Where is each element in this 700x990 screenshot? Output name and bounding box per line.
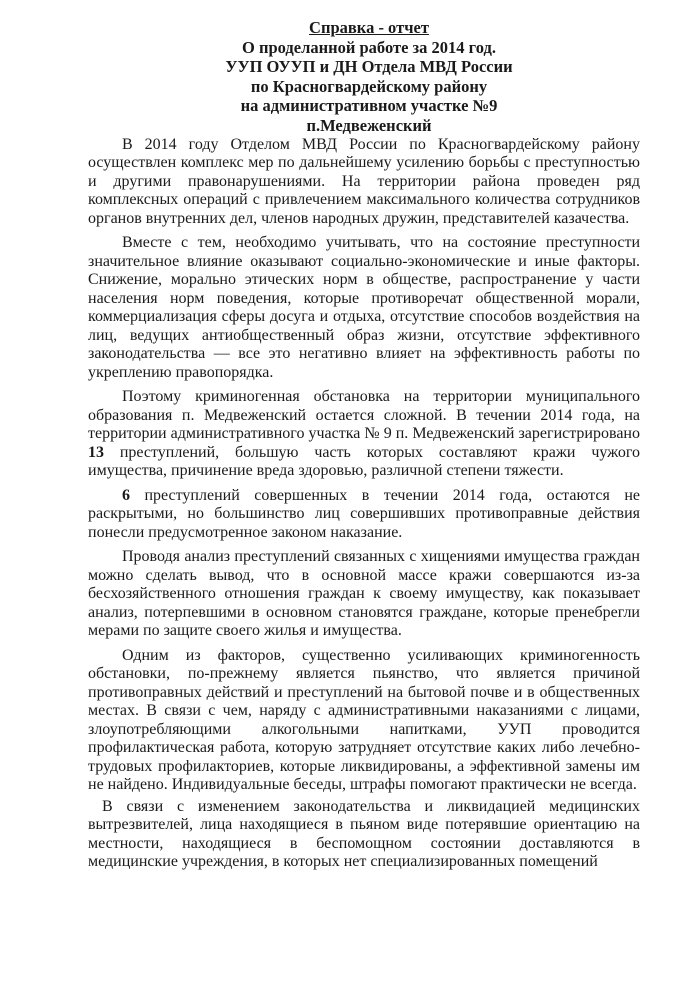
- paragraph-theft-analysis: Проводя анализ преступлений связанных с хищениями имущества граждан можно сделать вывод, что в основной массе кражи совершаются из-за бесхозяйственного отношения граждан к своему имуществу, как показывает анализ, потерпевшими в основном становятся граждане, которые пренебрегли мерами по защите своего жилья и имущества.: [88, 548, 640, 640]
- report-subtitle-settlement: п.Медвеженский: [306, 115, 432, 135]
- report-body: [88, 136, 640, 872]
- paragraph-alcohol: Одним из факторов, существенно усиливающих криминогенность обстановки, по-прежнему является пьянство, что является причиной противоправных действий и преступлений на бытовой почве и в общественных местах. В связи с чем, наряду с административными наказаниями с лицами, злоупотребляющими алкогольными напитками, УУП проводится профилактическая работа, которую затрудняет отсутствие каких либо лечебно-трудовых профилакториев, которые ликвидированы, а эффективной замены им не найдено. Индивидуальные беседы, штрафы помогают практически не всегда.: [88, 646, 640, 794]
- paragraph-unsolved: [88, 487, 640, 543]
- unsolved-crimes-count: 6: [122, 486, 130, 504]
- report-subtitle-precinct: на административном участке №9: [240, 96, 498, 116]
- paragraph-factors: Вместе с тем, необходимо учитывать, что на состояние преступности значительное влияние оказывают социально-экономические и иные факторы. Снижение, морально этических норм в обществе, распространение у части населения норм поведения, которые противоречат общественной морали, коммерциализация сферы досуга и отдыха, отсутствие способов воздействия на лиц, ведущих антиобщественный образ жизни, отсутствие эффективного законодательства — все это негативно влияет на эффективность работы по укреплению правопорядка.: [88, 234, 640, 381]
- document-page: [88, 18, 640, 878]
- report-heading: [98, 18, 640, 136]
- paragraph-crime-situation-end: преступлений, большую часть которых составляют кражи чужого имущества, причинение вреда здоровью, различной степени тяжести.: [88, 443, 640, 480]
- paragraph-measures: В 2014 году Отделом МВД России по Красногвардейскому району осуществлен комплекс мер по дальнейшему усилению борьбы с преступностью и другими правонарушениями. На территории района проведен ряд комплексных операций с привлечением максимального количества сотрудников органов внутренних дел, членов народных дружин, представителей казачества.: [88, 135, 640, 227]
- registered-crimes-count: 13: [88, 443, 104, 461]
- report-subtitle-department: УУП ОУУП и ДН Отдела МВД России: [225, 57, 513, 77]
- report-title: Справка - отчет: [309, 18, 429, 37]
- report-subtitle-district: по Красногвардейскому району: [250, 76, 488, 96]
- paragraph-crime-situation: [88, 388, 640, 481]
- report-subtitle-period: О проделанной работе за 2014 год.: [242, 37, 496, 57]
- paragraph-unsolved-text: преступлений совершенных в течении 2014 года, остаются не раскрытыми, но большинство лиц совершивших противоправные действия понесли предусмотренное законом наказание.: [88, 486, 640, 541]
- paragraph-crime-situation-start: Поэтому криминогенная обстановка на территории муниципального образования п. Медвеженский остается сложной. В течении 2014 года, на территории административного участка № 9 п. Медвеженский зарегистрировано: [88, 388, 640, 443]
- paragraph-legislation: В связи с изменением законодательства и ликвидацией медицинских вытрезвителей, лица находящиеся в пьяном виде потерявшие ориентацию на местности, находящиеся в беспомощном состоянии доставляются в медицинские учреждения, в которых нет специализированных помещений: [88, 797, 640, 871]
